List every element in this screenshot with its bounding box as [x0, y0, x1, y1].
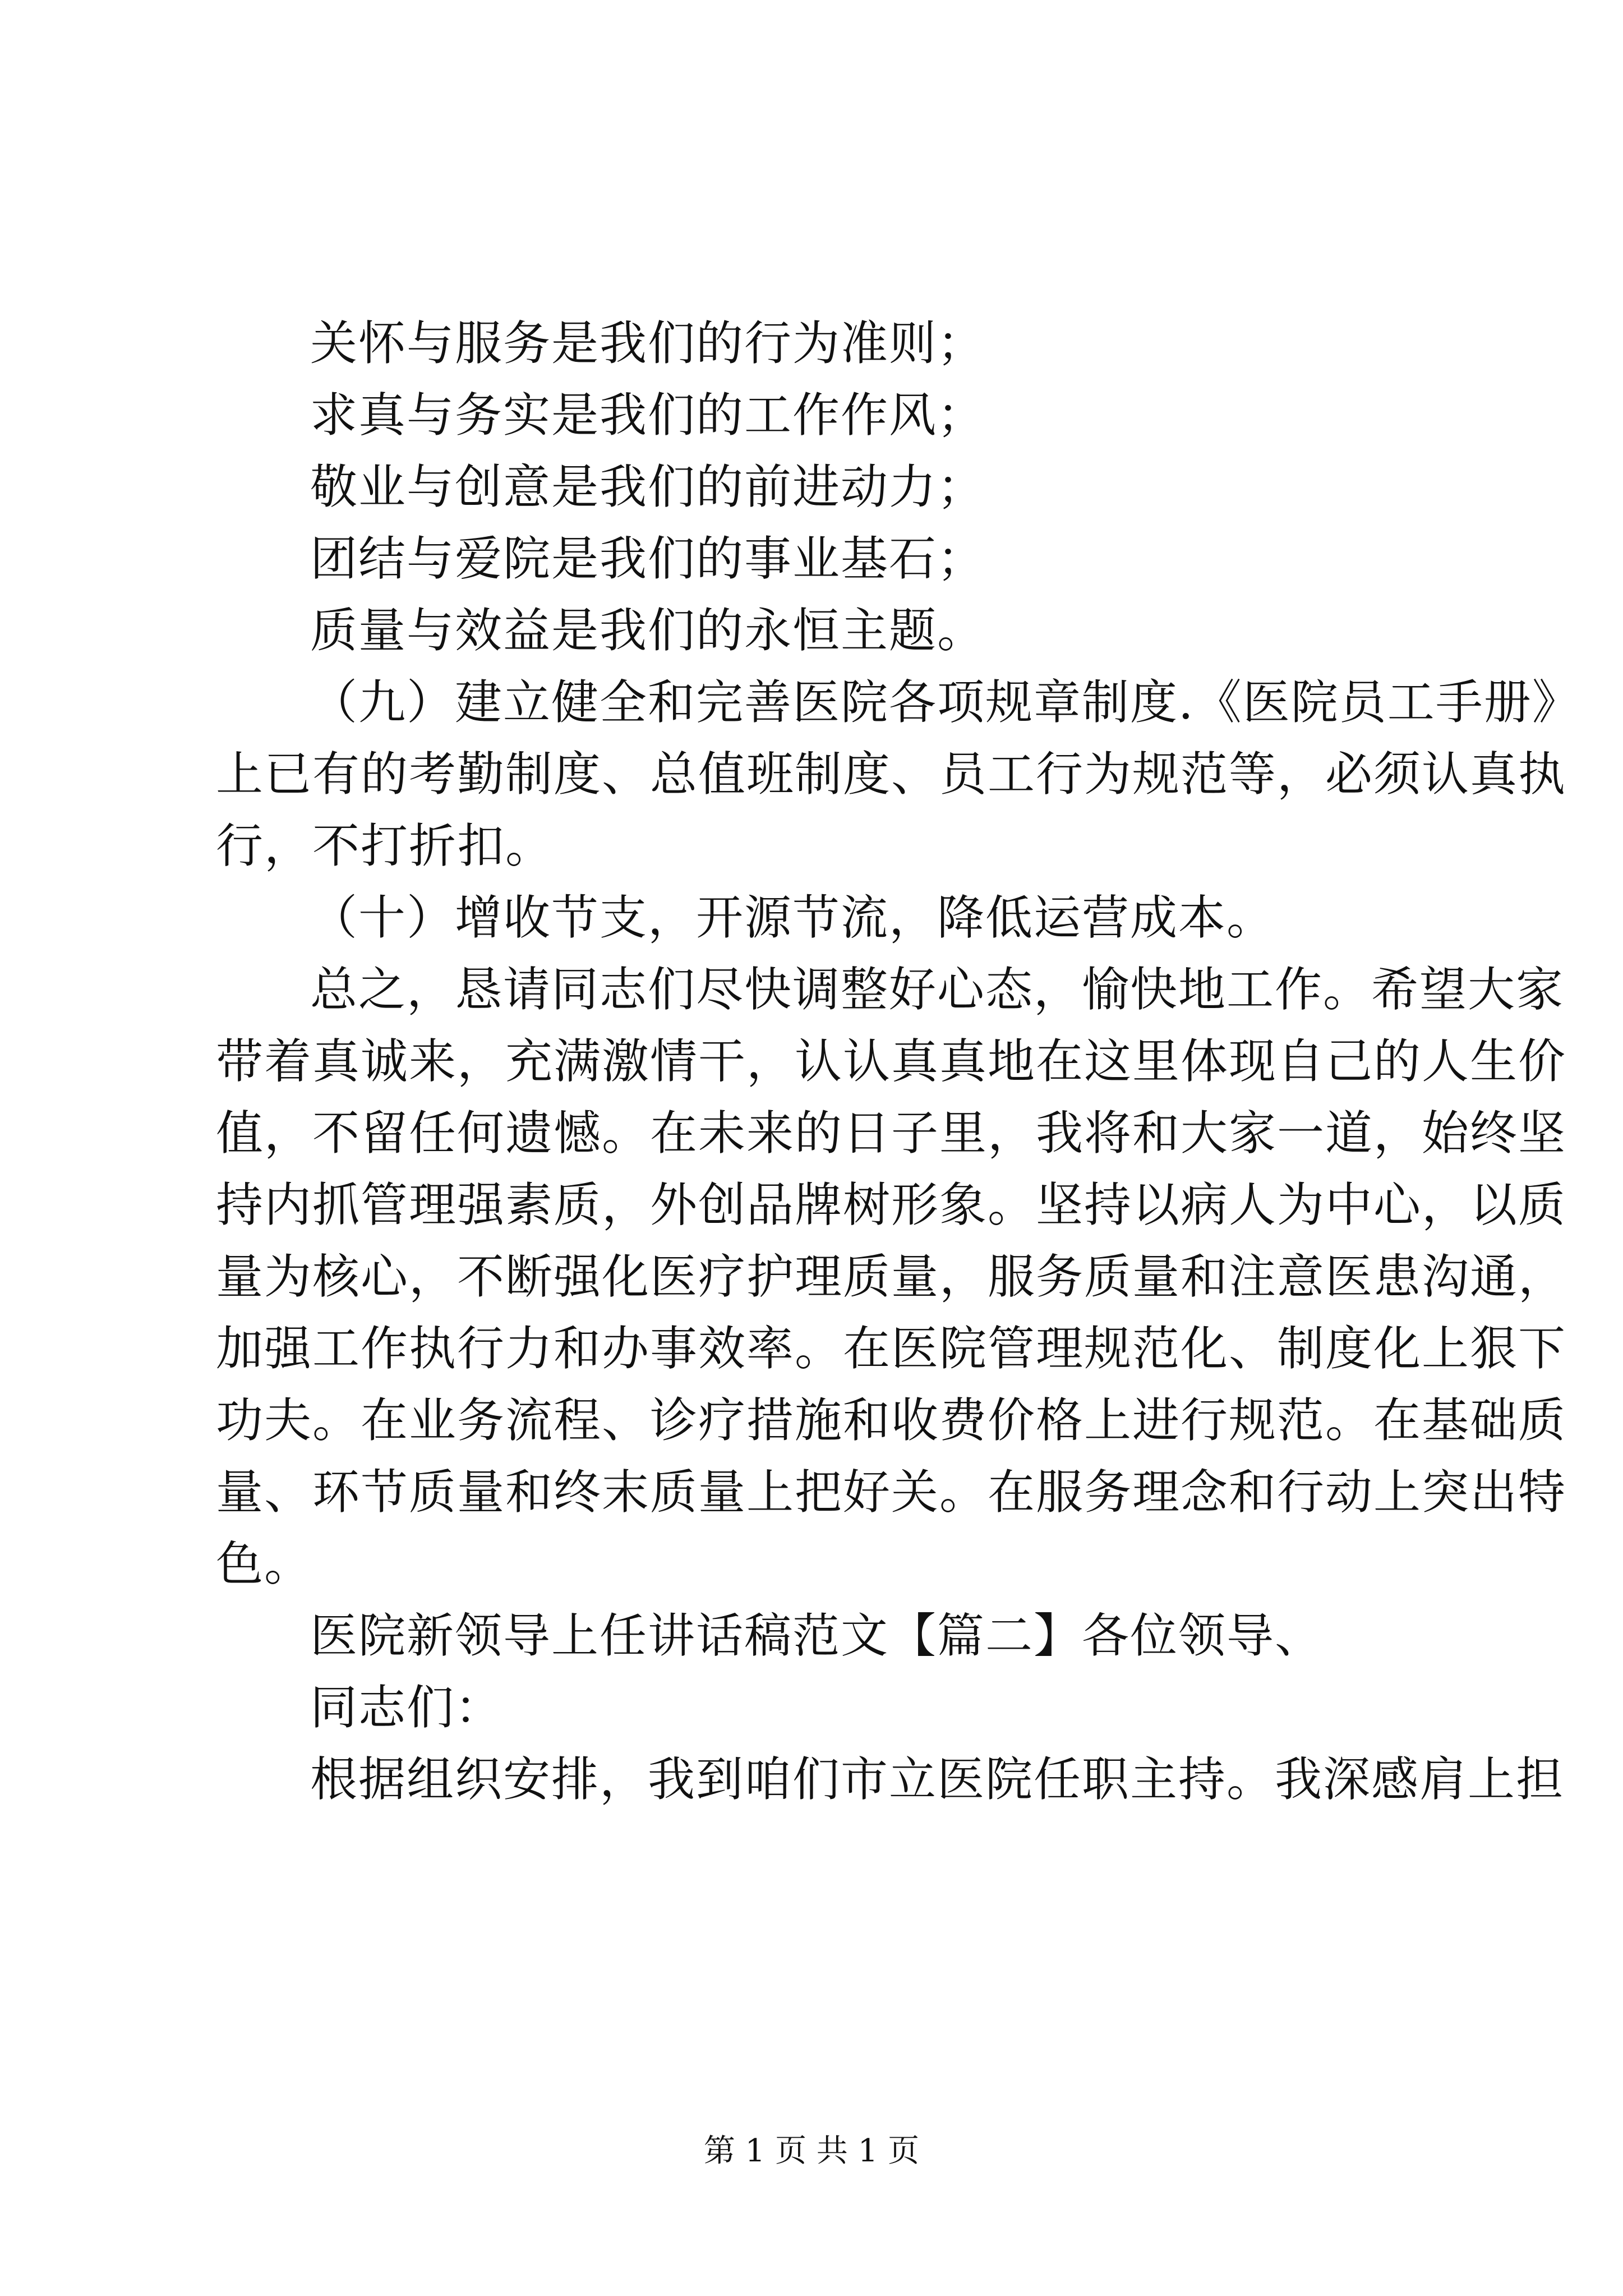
salutation-line: 同志们：	[310, 1680, 504, 1735]
document-body	[216, 307, 1580, 1815]
paragraph-nine-line: 上已有的考勤制度、总值班制度、员工行为规范等，必须认真执	[216, 747, 1567, 802]
summary-paragraph-line: 带着真诚来，充满激情干，认认真真地在这里体现自己的人生价	[216, 1034, 1567, 1089]
text-line: 团结与爱院是我们的事业基石；	[310, 531, 986, 586]
summary-paragraph-line: 量为核心，不断强化医疗护理质量，服务质量和注意医患沟通，	[216, 1249, 1567, 1304]
section-heading-line: 医院新领导上任讲话稿范文【篇二】各位领导、	[310, 1608, 1324, 1663]
summary-paragraph-line: 功夫。在业务流程、诊疗措施和收费价格上进行规范。在基础质	[216, 1393, 1567, 1448]
paragraph-ten-line: （十）增收节支，开源节流，降低运营成本。	[310, 890, 1275, 945]
text-line: 根据组织安排，我到咱们市立医院任职主持。我深感肩上担	[310, 1752, 1565, 1807]
paragraph-nine-line: （九）建立健全和完善医院各项规章制度.《医院员工手册》	[310, 675, 1580, 730]
page-number-footer: 第 1 页 共 1 页	[703, 2133, 920, 2169]
summary-paragraph-line: 色。	[216, 1536, 313, 1591]
text-line: 质量与效益是我们的永恒主题。	[310, 603, 986, 658]
text-line: 求真与务实是我们的工作作风；	[310, 388, 986, 443]
text-line: 敬业与创意是我们的前进动力；	[310, 459, 986, 514]
summary-paragraph-line: 加强工作执行力和办事效率。在医院管理规范化、制度化上狠下	[216, 1321, 1567, 1376]
summary-paragraph-line: 总之，恳请同志们尽快调整好心态，愉快地工作。希望大家	[310, 962, 1565, 1017]
paragraph-nine-line: 行，不打折扣。	[216, 818, 554, 873]
summary-paragraph-line: 量、环节质量和终末质量上把好关。在服务理念和行动上突出特	[216, 1465, 1567, 1520]
summary-paragraph-line: 值，不留任何遗憾。在未来的日子里，我将和大家一道，始终坚	[216, 1106, 1567, 1161]
summary-paragraph-line: 持内抓管理强素质，外创品牌树形象。坚持以病人为中心，以质	[216, 1177, 1567, 1232]
text-line: 关怀与服务是我们的行为准则；	[310, 316, 986, 371]
